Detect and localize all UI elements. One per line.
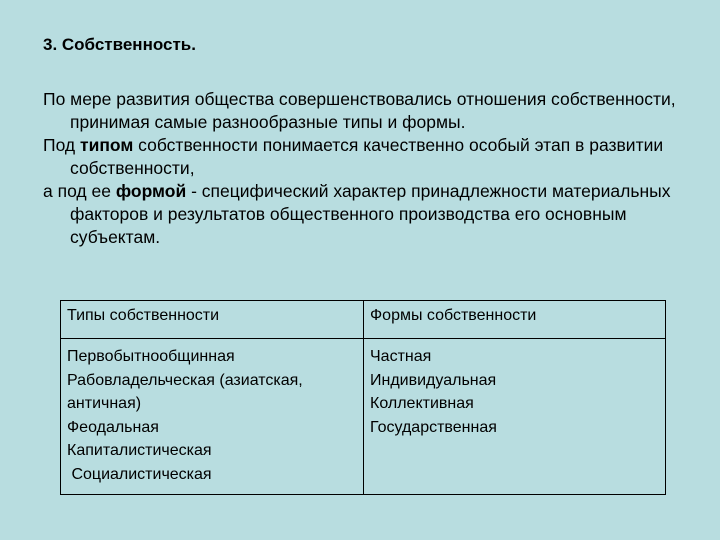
header-types: Типы собственности xyxy=(61,301,364,339)
paragraph-1-text: По мере развития общества совершенствовались отношения собственности, принимая самые разнообразные типы и формы. xyxy=(43,89,676,132)
paragraph-3-rest: - специфический характер принадлежности материальных факторов и результатов общественного производства его основным субъектам. xyxy=(70,181,671,247)
type-item: античная) xyxy=(67,395,142,412)
paragraph-1 xyxy=(43,88,693,134)
header-forms: Формы собственности xyxy=(364,301,666,339)
type-item: Капиталистическая xyxy=(67,442,212,459)
property-table xyxy=(60,300,666,495)
type-item: Рабовладельческая (азиатская, xyxy=(67,371,303,389)
form-item: Государственная xyxy=(370,418,497,436)
slide-title: 3. Собственность. xyxy=(43,35,196,54)
paragraph-2-term: типом xyxy=(80,135,134,155)
paragraph-2-lead: Под xyxy=(43,135,80,155)
slide-body xyxy=(43,88,693,249)
type-item: Социалистическая xyxy=(67,465,212,483)
type-item: Феодальная xyxy=(67,418,159,436)
form-item: Индивидуальная xyxy=(370,371,497,389)
paragraph-2-rest: собственности понимается качественно особый этап в развитии собственности, xyxy=(70,135,664,178)
paragraph-3-lead: а под ее xyxy=(43,181,116,201)
types-cell xyxy=(61,339,364,495)
forms-cell xyxy=(364,339,666,495)
paragraph-3 xyxy=(43,180,693,249)
table-header-row xyxy=(61,301,666,339)
paragraph-3-term: формой xyxy=(115,181,187,201)
form-item: Частная xyxy=(370,348,432,365)
paragraph-2 xyxy=(43,134,693,180)
table-row xyxy=(61,339,666,495)
type-item: Первобытнообщинная xyxy=(67,348,235,365)
form-item: Коллективная xyxy=(370,395,474,412)
